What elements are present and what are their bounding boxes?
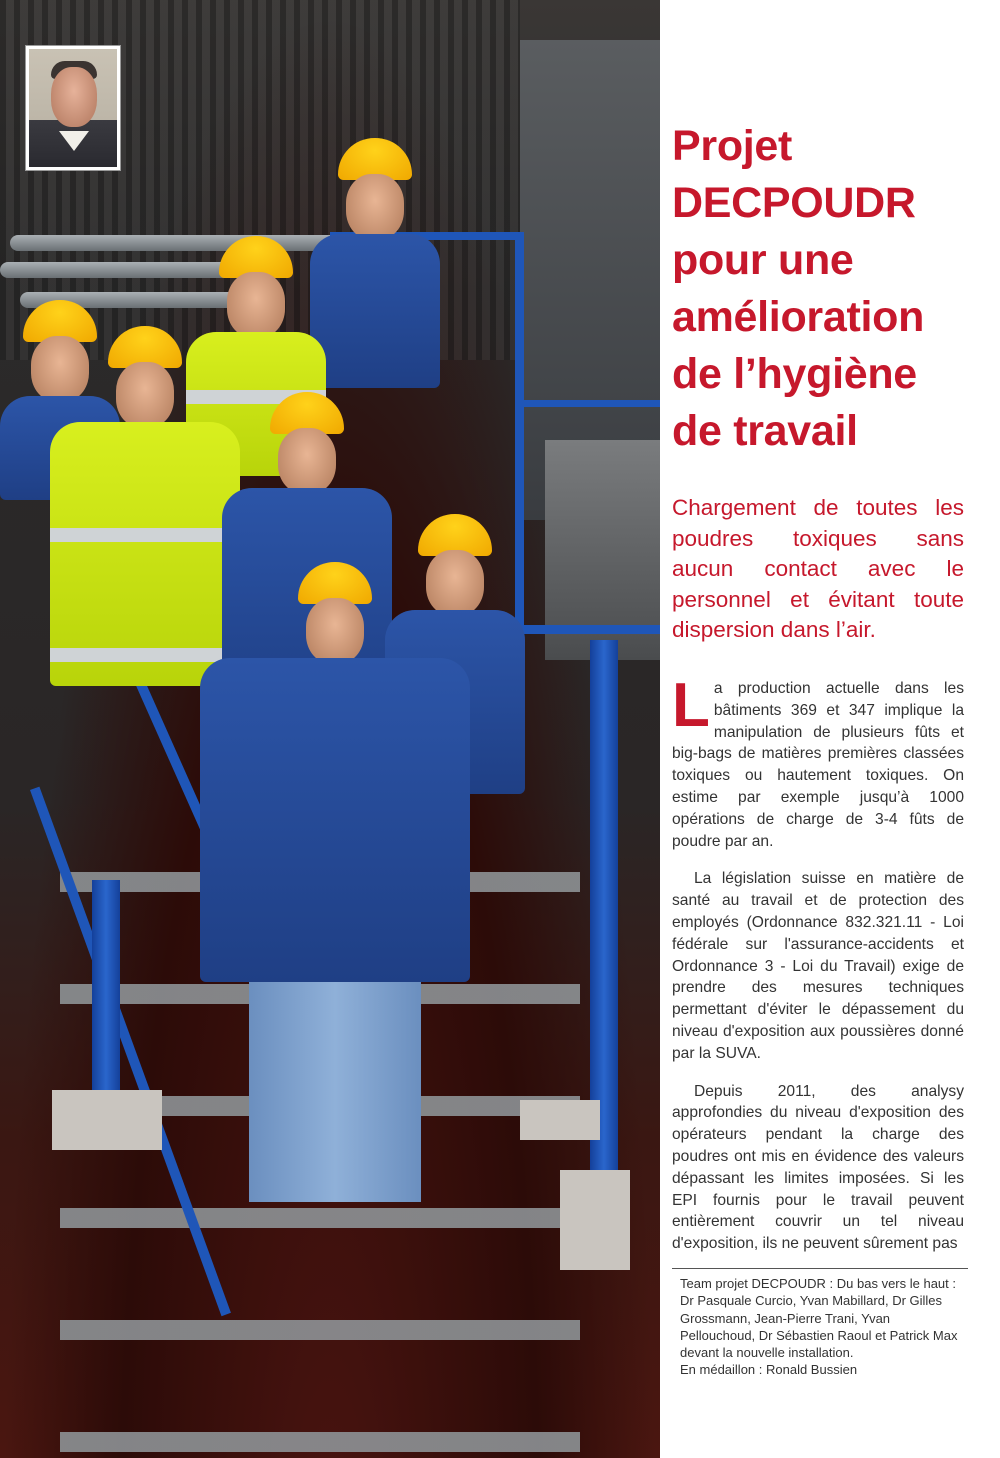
- face: [346, 174, 404, 240]
- title-line: amélioration: [672, 293, 925, 341]
- title-line: pour une: [672, 236, 854, 284]
- portrait-photo: [29, 49, 117, 167]
- article-lead: Chargement de toutes les poudres toxiques sans aucun contact avec le personnel et évitant toute dispersion dans l’air.: [672, 495, 964, 642]
- support-post: [590, 640, 618, 1180]
- paragraph-2: La législation suisse en matière de santé au travail et de protection des employés (Ordonnance 832.321.11 - Loi fédérale sur l'assurance-accidents et Ordonnance 3 - Loi du Travail) exige de prendre des mesures techniques permettant d'éviter le dépassement du niveau d'exposition aux poussières donné par la SUVA.: [672, 870, 964, 1062]
- paragraph-1: [672, 671, 964, 852]
- title-line: Projet: [672, 122, 793, 170]
- worker-front: [200, 562, 470, 982]
- caption-medallion: En médaillon : Ronald Bussien: [680, 1362, 858, 1378]
- paragraph-3: Depuis 2011, des analysy approfondies du niveau d'exposition des opérateurs pendant la charge des poudres ont mis en évidence des valeurs dépassant les limites imposées. Si les EPI fournis pour le travail peuvent entièrement couvrir un tel niveau d'exposition, ils ne peuvent sûrement pas: [672, 1082, 964, 1253]
- worker-top: [310, 138, 440, 388]
- concrete-footing: [52, 1090, 162, 1150]
- title-line: de travail: [672, 407, 858, 455]
- title-line: DECPOUDR: [672, 179, 916, 227]
- caption-divider: [672, 1268, 968, 1269]
- overalls: [310, 234, 440, 388]
- face: [278, 428, 336, 494]
- railing: [520, 400, 660, 407]
- article-title: [672, 118, 982, 460]
- platform-edge: [520, 625, 660, 634]
- concrete-footing: [560, 1170, 630, 1270]
- portrait-face: [51, 67, 97, 127]
- article-body: [672, 671, 964, 1271]
- face: [116, 362, 174, 428]
- photo-caption: [680, 1275, 965, 1379]
- portrait-collar: [59, 131, 89, 151]
- jeans: [249, 982, 422, 1202]
- medallion-portrait: [26, 46, 120, 170]
- concrete-footing: [520, 1100, 600, 1140]
- support-post: [92, 880, 120, 1120]
- title-line: de l’hygiène: [672, 350, 917, 398]
- face: [306, 598, 364, 664]
- caption-team: Team projet DECPOUDR : Du bas vers le haut : Dr Pasquale Curcio, Yvan Mabillard, Dr Gilles Grossmann, Jean-Pierre Trani, Yvan Pellouchoud, Dr Sébastien Raoul et Patrick Max devant la nouvelle installation.: [680, 1276, 958, 1361]
- paragraph-1-text: a production actuelle dans les bâtiments 369 et 347 implique la manipulation de plusieurs fûts et big-bags de matières premières classées toxiques ou hautement toxiques. On estime par exemple jusqu’à 1000 opérations de charge de 3-4 fûts de poudre par an.: [672, 680, 964, 850]
- drop-cap: L: [672, 671, 710, 740]
- overalls: [200, 658, 470, 982]
